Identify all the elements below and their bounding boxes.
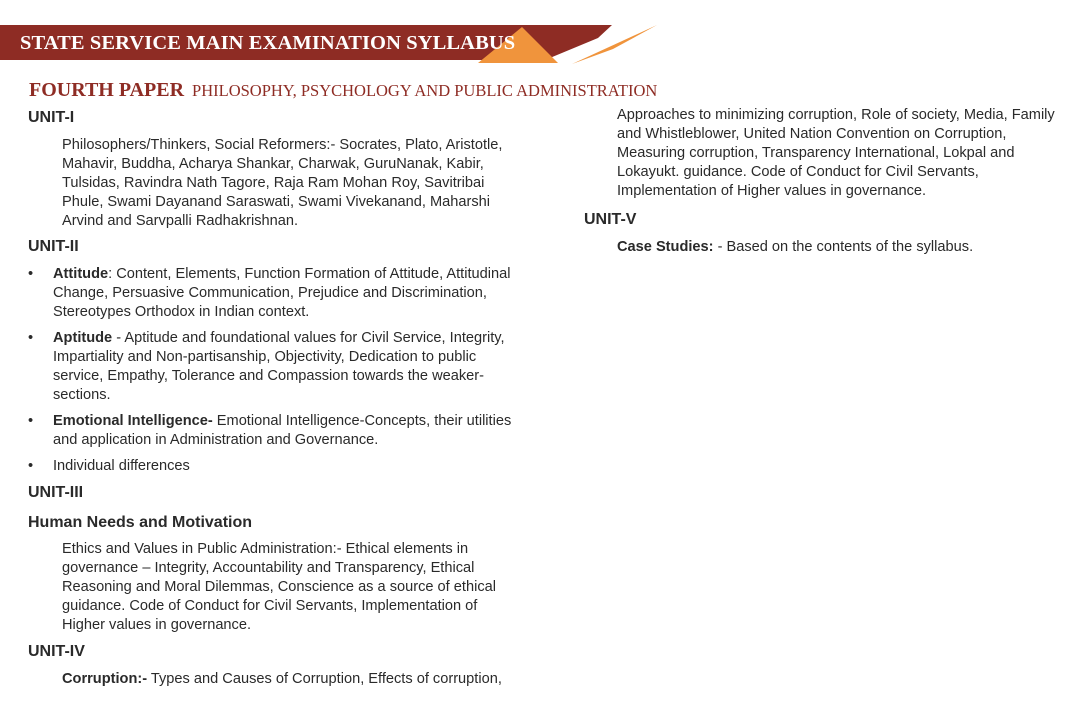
item-label: Emotional Intelligence- <box>53 413 213 429</box>
unit-5-label: Case Studies: <box>617 239 714 255</box>
list-item <box>28 265 556 322</box>
unit-3-line: governance – Integrity, Accountability and Transparency, Ethical <box>62 560 475 576</box>
list-item <box>28 457 556 476</box>
right-column <box>584 106 1080 257</box>
item-text: - Aptitude and foundational values for Civil Service, Integrity, <box>112 330 505 346</box>
unit-3-line: Higher values in governance. <box>62 617 252 633</box>
unit-4-continuation <box>584 106 1080 201</box>
unit-4 <box>28 642 556 689</box>
unit-4-line: and Whistleblower, United Nation Convention on Corruption, <box>617 126 1007 142</box>
list-item <box>28 329 556 405</box>
list-item <box>28 412 556 450</box>
unit-4-line: Lokayukt. guidance. Code of Conduct for Civil Servants, <box>617 164 979 180</box>
item-text: : Content, Elements, Function Formation of Attitude, Attitudinal <box>108 266 511 282</box>
item-text: service, Empathy, Tolerance and Compassion towards the weaker- <box>53 368 484 384</box>
header-banner <box>0 0 1080 70</box>
unit-4-line: Approaches to minimizing corruption, Role of society, Media, Family <box>617 107 1055 123</box>
item-text: Stereotypes Orthodox in Indian context. <box>53 304 310 320</box>
bullet-icon: • <box>28 266 34 282</box>
item-text: Emotional Intelligence-Concepts, their utilities <box>212 413 512 429</box>
item-text: Individual differences <box>53 458 190 474</box>
unit-4-text: Types and Causes of Corruption, Effects of corruption, <box>147 671 502 687</box>
unit-1-line: Tulsidas, Ravindra Nath Tagore, Raja Ram Mohan Roy, Savitribai <box>62 175 485 191</box>
unit-4-line: Implementation of Higher values in governance. <box>617 183 927 199</box>
item-text: Impartiality and Non-partisanship, Objectivity, Dedication to public <box>53 349 477 365</box>
unit-3-body <box>28 540 556 635</box>
unit-5-body <box>584 238 1080 257</box>
unit-1-body <box>28 136 556 231</box>
unit-1-line: Mahavir, Buddha, Acharya Shankar, Charwak, GuruNanak, Kabir, <box>62 156 484 172</box>
item-text: and application in Administration and Governance. <box>53 432 379 448</box>
unit-5 <box>584 210 1080 257</box>
unit-5-heading: UNIT-V <box>584 211 637 228</box>
unit-3-line: guidance. Code of Conduct for Civil Servants, Implementation of <box>62 598 478 614</box>
unit-1 <box>28 108 556 231</box>
unit-4-heading: UNIT-IV <box>28 643 85 660</box>
unit-2-heading: UNIT-II <box>28 238 79 255</box>
bullet-icon: • <box>28 413 34 429</box>
paper-title-sub: PHILOSOPHY, PSYCHOLOGY AND PUBLIC ADMINISTRATION <box>192 81 658 100</box>
item-label: Attitude <box>53 266 109 282</box>
unit-4-line: Measuring corruption, Transparency International, Lokpal and <box>617 145 1015 161</box>
left-column <box>28 108 556 689</box>
unit-3-line: Ethics and Values in Public Administration:- Ethical elements in <box>62 541 469 557</box>
unit-2 <box>28 237 556 476</box>
unit-3-line: Reasoning and Moral Dilemmas, Conscience as a source of ethical <box>62 579 496 595</box>
unit-4-body <box>28 670 556 689</box>
unit-3 <box>28 483 556 635</box>
paper-title <box>29 79 657 102</box>
unit-1-line: Arvind and Sarvpalli Radhakrishnan. <box>62 213 299 229</box>
unit-1-heading: UNIT-I <box>28 109 75 126</box>
paper-title-main: FOURTH PAPER <box>29 79 185 101</box>
item-text: Change, Persuasive Communication, Prejudice and Discrimination, <box>53 285 487 301</box>
bullet-icon: • <box>28 330 34 346</box>
unit-3-heading: UNIT-III <box>28 484 84 501</box>
bullet-icon: • <box>28 458 34 474</box>
item-text: sections. <box>53 387 111 403</box>
unit-1-line: Philosophers/Thinkers, Social Reformers:- Socrates, Plato, Aristotle, <box>62 137 503 153</box>
item-label: Aptitude <box>53 330 113 346</box>
unit-5-text: - Based on the contents of the syllabus. <box>713 239 974 255</box>
unit-2-list <box>28 265 556 476</box>
unit-3-subheading: Human Needs and Motivation <box>28 514 253 531</box>
banner-title: STATE SERVICE MAIN EXAMINATION SYLLABUS <box>20 32 516 54</box>
unit-4-label: Corruption:- <box>62 671 148 687</box>
unit-1-line: Phule, Swami Dayanand Saraswati, Swami Vivekanand, Maharshi <box>62 194 491 210</box>
